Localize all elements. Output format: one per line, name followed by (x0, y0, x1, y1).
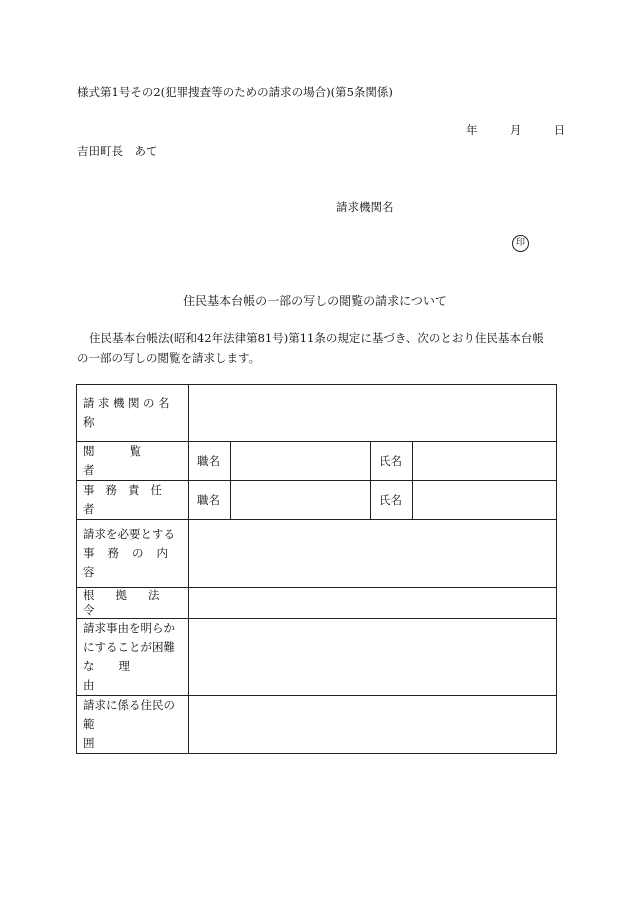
document-title: 住民基本台帳の一部の写しの閲覧の請求について (183, 294, 447, 308)
reason-label-cell (77, 619, 189, 696)
viewer-name-field[interactable] (413, 442, 557, 481)
requesting-org-name-label: 請求機関名 (336, 200, 394, 214)
scope-field[interactable] (189, 696, 557, 754)
date-month-label: 月 (509, 123, 522, 137)
purpose-label-line2: 事務の内容 (83, 546, 181, 579)
reason-field[interactable] (189, 619, 557, 696)
viewer-job-title-label: 職名 (189, 442, 231, 481)
table-row (77, 442, 557, 481)
legal-basis-label: 根拠法令 (83, 588, 181, 617)
org-name-field[interactable] (189, 385, 557, 442)
scope-label-line2: 範囲 (83, 717, 165, 750)
scope-label-line1: 請求に係る住民の (83, 698, 175, 712)
table-row (77, 481, 557, 520)
legal-basis-label-cell (77, 588, 189, 619)
reason-label-line2: にすることが困難 (83, 640, 175, 654)
viewer-label: 閲覧者 (83, 444, 176, 477)
table-row (77, 619, 557, 696)
date-day-label: 日 (553, 123, 566, 137)
date-line (466, 122, 565, 138)
viewer-name-label: 氏名 (371, 442, 413, 481)
officer-name-field[interactable] (413, 481, 557, 520)
officer-label: 事務責任者 (83, 483, 173, 516)
body-text: 住民基本台帳法(昭和42年法律第81号)第11条の規定に基づき、次のとおり住民基本台帳の一部の写しの閲覧を請求します。 (77, 331, 544, 365)
viewer-label-cell (77, 442, 189, 481)
table-row (77, 520, 557, 588)
date-year-label: 年 (466, 123, 478, 137)
reason-label-line3: な理由 (83, 659, 154, 692)
request-table (76, 384, 557, 754)
form-number-label: 様式第1号その2(犯罪捜査等のための請求の場合)(第5条関係) (77, 85, 393, 99)
table-row (77, 385, 557, 442)
legal-basis-field[interactable] (189, 588, 557, 619)
table-row (77, 696, 557, 754)
purpose-label-line1: 請求を必要とする (83, 527, 175, 541)
officer-job-title-label: 職名 (189, 481, 231, 520)
officer-name-label: 氏名 (371, 481, 413, 520)
scope-label-cell (77, 696, 189, 754)
viewer-job-title-field[interactable] (231, 442, 371, 481)
officer-job-title-field[interactable] (231, 481, 371, 520)
org-name-label: 請求機関の名称 (83, 396, 173, 429)
recipient: 吉田町長 あて (77, 144, 158, 158)
purpose-label-cell (77, 520, 189, 588)
purpose-field[interactable] (189, 520, 557, 588)
org-name-cell (77, 385, 189, 442)
table-row (77, 588, 557, 619)
reason-label-line1: 請求事由を明らか (83, 621, 175, 635)
seal-mark: 印 (512, 235, 529, 252)
officer-label-cell (77, 481, 189, 520)
body-paragraph (77, 328, 555, 368)
